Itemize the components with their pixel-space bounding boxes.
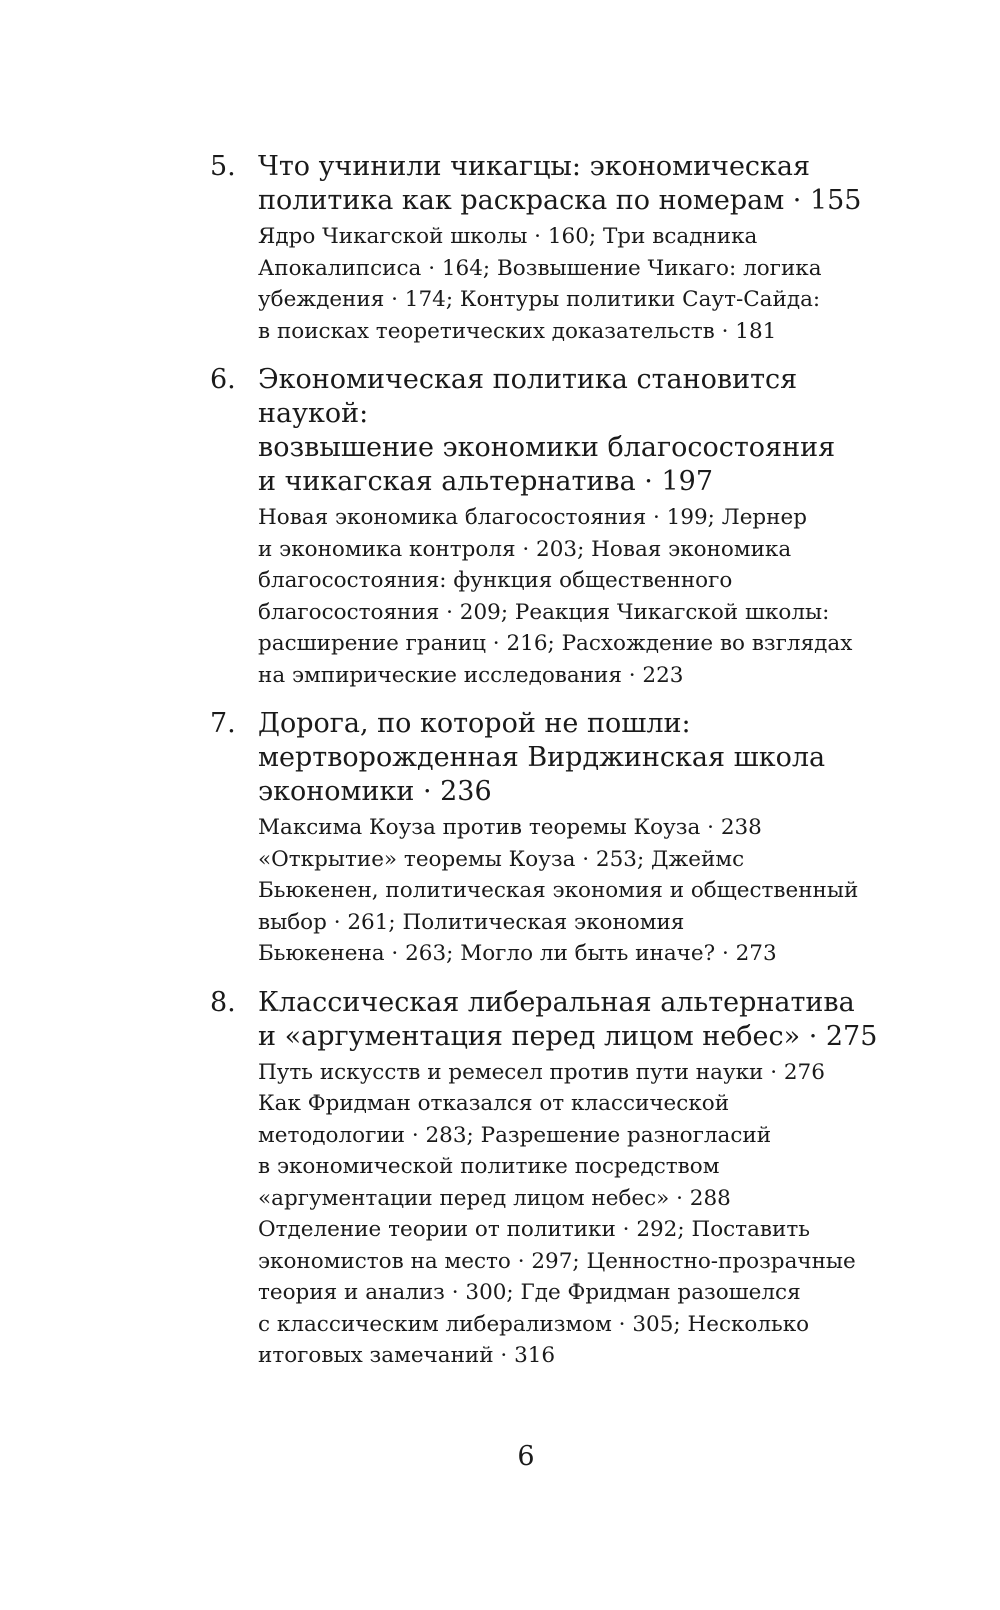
chapter-number: 8.	[210, 986, 236, 1018]
chapter-sections: Путь искусств и ремесел против пути науки · 276 Как Фридман отказался от классической методологии · 283; Разрешение разногласий в экономической политике посредством «аргументации перед лицом небес» · 288 Отделение теории от политики · 292; Поставить экономистов на место · 297; Ценностно-прозрачные теория и анализ · 300; Где Фридман разошелся с классическим либерализмом · 305; Несколько итоговых замечаний · 316	[258, 1059, 856, 1368]
chapter-number: 6.	[210, 364, 236, 395]
toc-chapter-7	[210, 707, 910, 970]
toc-chapter-6	[210, 363, 910, 691]
chapter-title: Что учинили чикагцы: экономическая политика как раскраска по номерам · 155	[258, 151, 862, 216]
page-number: 6	[517, 1441, 535, 1472]
chapter-title: Экономическая политика становится наукой: возвышение экономики благосостояния и чикагская альтернатива · 197	[258, 364, 836, 497]
chapter-sections: Новая экономика благосостояния · 199; Лернер и экономика контроля · 203; Новая экономика благосостояния: функция общественного благосостояния · 209; Реакция Чикагской школы: расширение границ · 216; Расхождение во взглядах на эмпирические исследования · 223	[258, 505, 853, 688]
chapter-number: 7.	[210, 708, 236, 739]
table-of-contents	[210, 150, 910, 1388]
toc-chapter-5	[210, 150, 910, 347]
toc-chapter-8	[210, 986, 910, 1372]
chapter-sections: Ядро Чикагской школы · 160; Три всадника Апокалипсиса · 164; Возвышение Чикаго: логика убеждения · 174; Контуры политики Саут-Сайда: в поисках теоретических доказательств · 181	[258, 224, 822, 344]
chapter-number: 5.	[210, 151, 236, 182]
chapter-sections: Максима Коуза против теоремы Коуза · 238 «Открытие» теоремы Коуза · 253; Джеймс Бьюкенен, политическая экономия и общественный выбор · 261; Политическая экономия Бьюкенена · 263; Могло ли быть иначе? · 273	[258, 815, 859, 966]
chapter-title: Дорога, по которой не пошли: мертворожденная Вирджинская школа экономики · 236	[258, 708, 826, 807]
chapter-title: Классическая либеральная альтернатива и «аргументация перед лицом небес» · 275	[258, 986, 878, 1052]
